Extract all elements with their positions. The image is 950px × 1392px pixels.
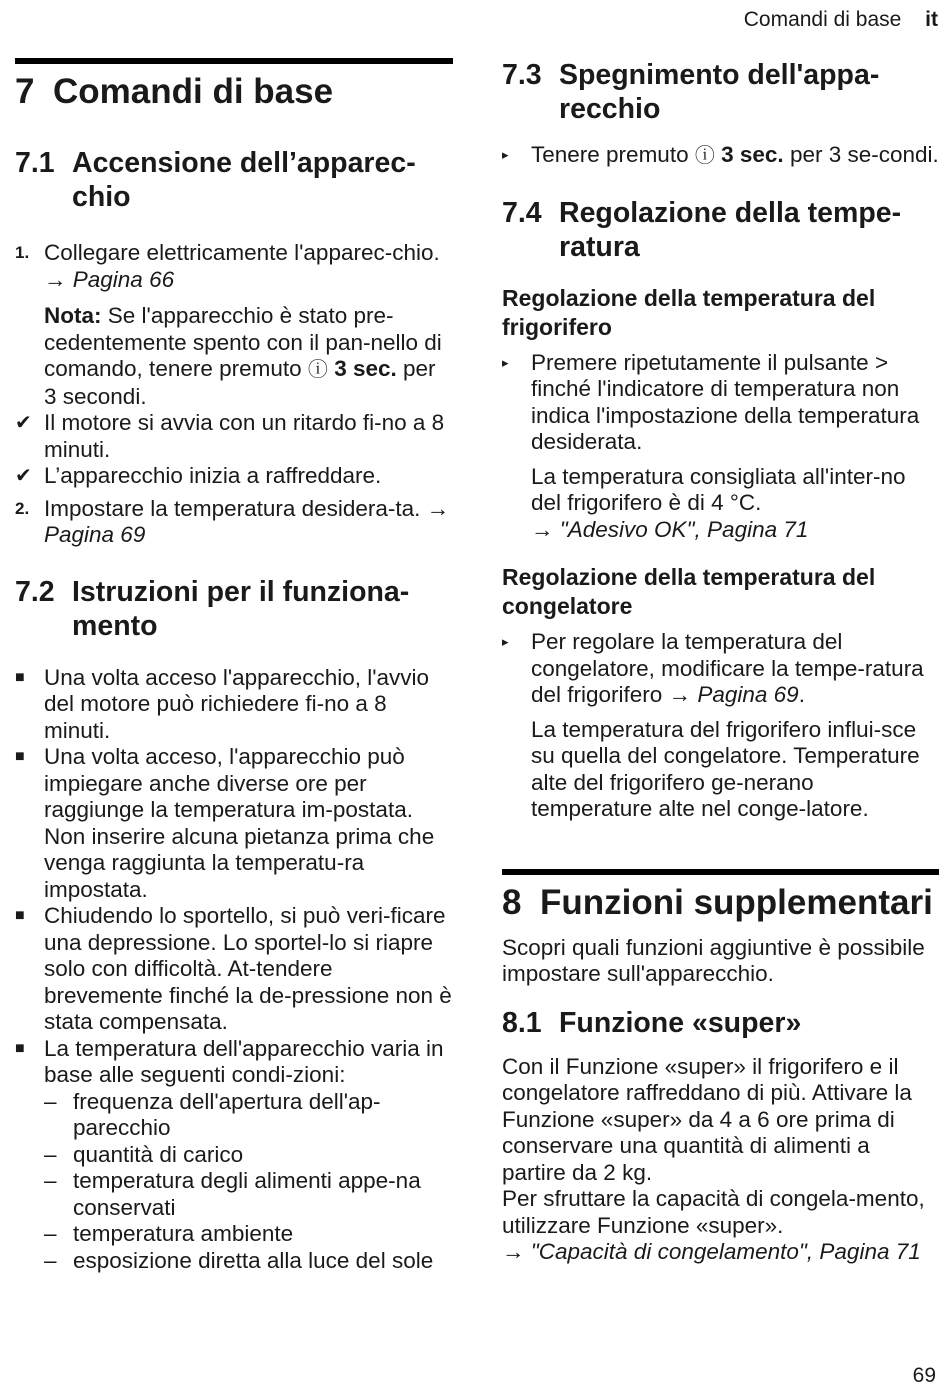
square-bullet-icon: ■ <box>15 907 25 924</box>
result-1 <box>15 410 453 463</box>
result-2 <box>15 463 453 490</box>
section-8-1-heading <box>502 1006 939 1040</box>
section-7-1-heading <box>15 146 453 214</box>
chapter-title: Funzioni supplementari <box>540 882 933 922</box>
square-bullet-icon: ■ <box>15 668 25 686</box>
section-number: 7.3 <box>502 59 542 91</box>
check-icon: ✔ <box>15 465 32 487</box>
section-number: 7.4 <box>502 196 542 229</box>
action-text: Tenere premuto <box>531 142 689 167</box>
square-bullet-icon: ■ <box>15 1039 25 1057</box>
step-text: Collegare elettricamente l'apparec-chio. <box>44 240 440 265</box>
page-reference: Pagina 69 <box>697 682 799 707</box>
paragraph: Con il Funzione «super» il frigorifero e il congelatore raffreddano di più. Attivare la Funzione «super» da 4 a 6 ore prima di conservare una quantità di alimenti a partire da 2 kg. <box>502 1053 912 1185</box>
bullet-text: La temperatura dell'apparecchio varia in base alle seguenti condi-zioni: <box>44 1035 444 1087</box>
chevron-right-icon: > <box>874 349 889 375</box>
list-item <box>44 1168 453 1221</box>
list-item <box>44 1221 453 1248</box>
bullet-text-continued: Non inserire alcuna pietanza prima che venga raggiunta la temperatu-ra impostata. <box>44 823 435 902</box>
arrow-icon: → <box>502 1239 525 1264</box>
step-number: 2. <box>15 498 30 518</box>
left-column <box>15 58 453 1274</box>
list-item-text: esposizione diretta alla luce del sole <box>73 1247 434 1273</box>
action-text: Per regolare la temperatura del congelatore, modificare la tempe-ratura del frigorifero <box>531 629 924 707</box>
page-reference: "Adesivo OK", Pagina 71 <box>559 516 809 542</box>
section-7-4-heading <box>502 196 939 264</box>
section-7-2-heading <box>15 575 453 643</box>
list-item-text: frequenza dell'apertura dell'ap-parecchio <box>73 1088 381 1140</box>
section-title: Regolazione della tempe-ratura <box>559 196 902 263</box>
list-item-text: quantità di carico <box>73 1141 244 1167</box>
chapter-number: 7 <box>15 72 35 111</box>
reference-line <box>502 1239 939 1266</box>
page-reference: Pagina 69 <box>44 522 146 547</box>
section-number: 7.1 <box>15 147 55 179</box>
language-code: it <box>925 8 938 31</box>
section-7-3-heading <box>502 58 939 126</box>
dash-icon: – <box>44 1247 57 1273</box>
result-text: Il motore si avvia con un ritardo fi-no a 8 minuti. <box>44 410 445 462</box>
key-label: 3 sec. <box>721 142 784 167</box>
condition-list <box>15 1089 453 1275</box>
bullet-text: Chiudendo lo sportello, si può veri-ficare una depressione. Lo sportel-lo si riapre solo con difficoltà. At-tendere brevemente finché la de-pressione non è stata compensata. <box>44 903 452 1034</box>
right-column <box>502 58 939 1266</box>
list-item <box>44 1142 453 1169</box>
section-number: 7.2 <box>15 575 55 608</box>
bullet-item <box>15 903 453 1036</box>
arrow-icon: → <box>531 516 554 542</box>
action-text-tail: finché l'indicatore di temperatura non indica l'impostazione della temperatura desiderata. <box>531 376 920 454</box>
chapter-title: Comandi di base <box>53 72 334 111</box>
action-text-tail: per 3 se-condi. <box>789 142 939 167</box>
section-title: Spegnimento dell'appa-recchio <box>559 59 880 125</box>
info-text <box>502 464 939 544</box>
list-item-text: temperatura degli alimenti appe-na conservati <box>73 1168 421 1220</box>
step-1 <box>15 240 453 293</box>
arrow-icon: → <box>426 495 450 521</box>
running-header <box>744 8 938 32</box>
note-tail: per 3 secondi. <box>44 356 436 409</box>
dash-icon: – <box>44 1088 57 1114</box>
action-text: Premere ripetutamente il pulsante <box>531 349 869 375</box>
list-item <box>44 1248 453 1275</box>
bullet-item <box>15 1036 453 1089</box>
power-icon: ⓘ <box>307 359 328 381</box>
action-item: ▸ Per regolare la temperatura del congelatore, modificare la tempe-ratura del frigorifero → Pagina 69. <box>502 629 924 707</box>
section-title: Funzione «super» <box>559 1006 802 1039</box>
note-label: Nota: <box>44 303 102 328</box>
step-2 <box>15 496 453 549</box>
triangle-bullet-icon: ▸ <box>502 147 509 162</box>
chapter-intro: Scopri quali funzioni aggiuntive è possibile impostare sull'apparecchio. <box>502 934 925 986</box>
section-title: Istruzioni per il funziona-mento <box>72 575 410 642</box>
subheading-fridge: Regolazione della temperatura del frigorifero <box>502 284 876 340</box>
section-number: 8.1 <box>502 1006 542 1039</box>
arrow-icon: → <box>668 682 692 707</box>
page-reference: "Capacità di congelamento", Pagina 71 <box>530 1239 921 1264</box>
check-icon: ✔ <box>15 412 32 434</box>
chapter-8-rule <box>502 869 939 875</box>
action-item <box>502 142 939 170</box>
dash-icon: – <box>44 1141 57 1167</box>
info-body: La temperatura consigliata all'inter-no del frigorifero è di 4 °C. <box>531 463 906 515</box>
dash-icon: – <box>44 1168 57 1193</box>
result-text: L’apparecchio inizia a raffreddare. <box>44 463 382 488</box>
section-title: Accensione dell’apparec-chio <box>72 147 416 213</box>
chapter-7-heading <box>15 72 453 112</box>
info-text: La temperatura del frigorifero influi-sce su quella del congelatore. Temperature alte del frigorifero ge-nerano temperature alte nel conge-latore. <box>531 716 920 821</box>
bullet-item <box>15 665 453 745</box>
bullet-item <box>15 744 453 903</box>
dash-icon: – <box>44 1221 57 1246</box>
step-text: Impostare la temperatura desidera-ta. <box>44 495 421 521</box>
chapter-7-rule <box>15 58 453 64</box>
power-icon: ⓘ <box>694 145 715 167</box>
page-number: 69 <box>912 1364 936 1387</box>
action-item <box>502 350 939 456</box>
square-bullet-icon: ■ <box>15 748 25 765</box>
chapter-8-heading <box>502 883 939 923</box>
arrow-icon: → <box>44 266 67 292</box>
list-item <box>44 1089 453 1142</box>
list-item-text: temperatura ambiente <box>73 1221 294 1246</box>
note-text: Se l'apparecchio è stato pre-cedentemente spento con il pan-nello di comando, tenere premuto <box>44 303 442 381</box>
chapter-number: 8 <box>502 882 522 922</box>
triangle-bullet-icon: ▸ <box>502 634 509 649</box>
bullet-text: Una volta acceso, l'apparecchio può impiegare anche diverse ore per raggiunge la temperatura im-postata. <box>44 744 413 822</box>
triangle-bullet-icon: ▸ <box>502 354 509 370</box>
step-number: 1. <box>15 243 30 262</box>
key-label: 3 sec. <box>334 356 397 381</box>
bullet-text: Una volta acceso l'apparecchio, l'avvio del motore può richiedere fi-no a 8 minuti. <box>44 664 430 743</box>
page-reference: Pagina 66 <box>72 266 175 292</box>
running-header-title: Comandi di base <box>743 8 902 31</box>
subheading-freezer: Regolazione della temperatura del congelatore <box>502 564 876 619</box>
paragraph: Per sfruttare la capacità di congela-mento, utilizzare Funzione «super». <box>502 1186 925 1238</box>
note <box>15 303 453 410</box>
